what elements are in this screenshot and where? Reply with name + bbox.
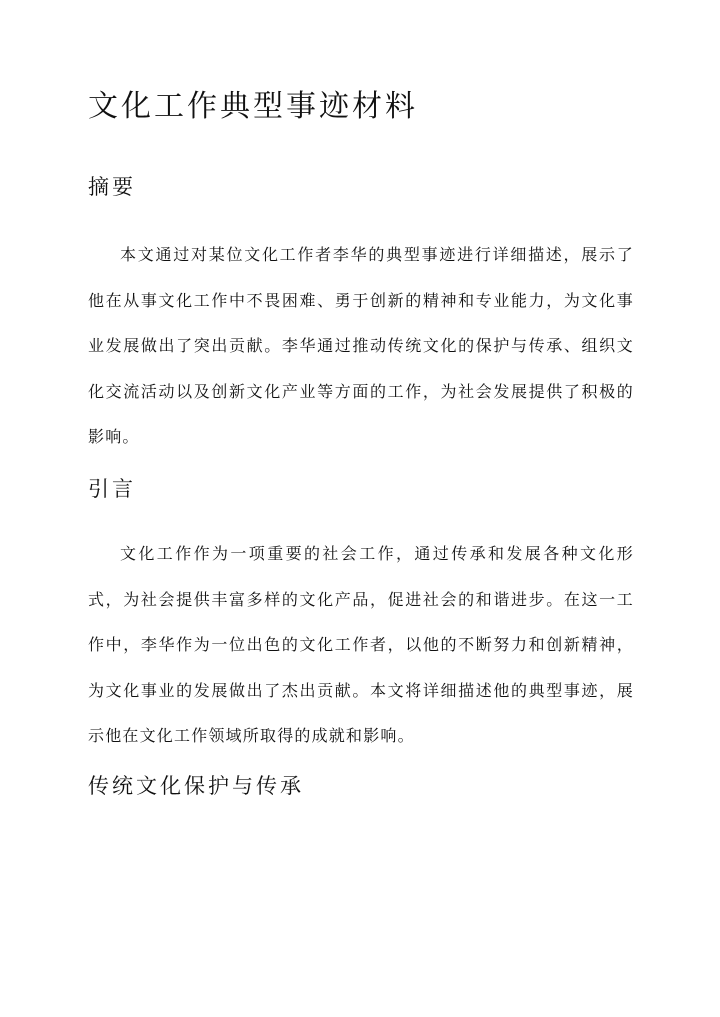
section-heading-introduction: 引言 xyxy=(88,477,136,501)
section-heading-tradition: 传统文化保护与传承 xyxy=(88,774,304,798)
introduction-paragraph: 文化工作作为一项重要的社会工作，通过传承和发展各种文化形式，为社会提供丰富多样的文化产品，促进社会的和谐进步。在这一工作中，李华作为一位出色的文化工作者，以他的不断努力和创新精神，为文化事业的发展做出了杰出贡献。本文将详细描述他的典型事迹，展示他在文化工作领域所取得的成就和影响。 xyxy=(88,544,634,745)
abstract-paragraph: 本文通过对某位文化工作者李华的典型事迹进行详细描述，展示了他在从事文化工作中不畏困难、勇于创新的精神和专业能力，为文化事业发展做出了突出贡献。李华通过推动传统文化的保护与传承、组织文化交流活动以及创新文化产业等方面的工作，为社会发展提供了积极的影响。 xyxy=(88,245,634,446)
document-title: 文化工作典型事迹材料 xyxy=(88,89,418,124)
section-heading-abstract: 摘要 xyxy=(88,175,136,199)
